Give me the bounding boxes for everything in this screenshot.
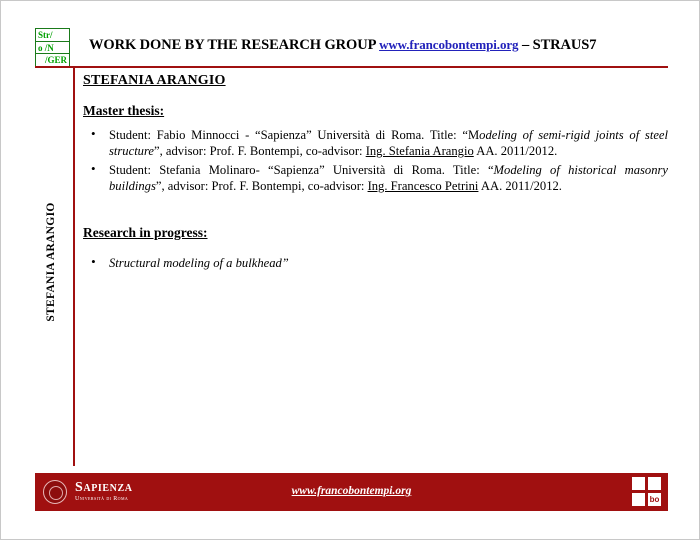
university-subtitle: Università di Roma [75, 496, 129, 502]
thesis-1-coadvisor: Ing. Stefania Arangio [365, 144, 474, 159]
thesis-2-coadvisor: Ing. Francesco Petrini [367, 179, 479, 194]
thesis-2-text-c: AA. 2011/2012. [478, 179, 562, 194]
page-title [89, 37, 689, 54]
list-item [83, 162, 668, 195]
list-item: • Structural modeling of a bulkhead” [83, 255, 668, 271]
footer-bar [35, 473, 668, 511]
research-group-logo [35, 28, 70, 68]
header-website-link[interactable]: www.francobontempi.org [379, 37, 519, 52]
thesis-1-text-a: Student: Fabio Minnocci - “Sapienza” Università di Roma. Title: “M [109, 128, 480, 142]
logo-line-1: Str/ [36, 29, 69, 42]
thesis-1-title: odeling of semi-rigid joints of steel structure [109, 128, 669, 159]
thesis-1-text-c: AA. 2011/2012. [473, 144, 558, 159]
header-divider [35, 66, 668, 68]
vertical-divider [73, 66, 75, 466]
thesis-1-text-b: ”, advisor: Prof. F. Bontempi, co-advisor: [154, 144, 366, 159]
logo-square-2 [648, 477, 661, 490]
logo-square-1 [632, 477, 645, 490]
logo-line-2: o /N [36, 42, 69, 55]
content-title: STEFANIA ARANGIO [83, 73, 226, 88]
list-item [83, 127, 668, 160]
header-title-suffix: – STRAUS7 [521, 37, 597, 53]
side-label: STEFANIA ARANGIO [45, 202, 57, 322]
group-logo-icon [632, 477, 662, 507]
thesis-2-text-a: Student: Stefania Molinaro- “Sapienza” Università di Roma. Title: “ [109, 162, 494, 177]
research-list [83, 255, 668, 271]
university-name: Sapienza [75, 480, 133, 495]
slide-content [83, 73, 668, 273]
thesis-2-text-b: ”, advisor: Prof. F. Bontempi, co-advisor: [155, 179, 368, 194]
header-title-prefix: WORK DONE BY THE RESEARCH GROUP [89, 37, 376, 53]
section-heading-master-thesis: Master thesis: [83, 103, 165, 118]
logo-line-3: /GER [44, 55, 67, 66]
logo-text: bo [649, 495, 660, 504]
footer-website-link[interactable]: www.francobontempi.org [291, 485, 412, 497]
logo-square-3 [632, 493, 645, 506]
thesis-2-title: Modeling of historical masonry buildings [109, 162, 668, 194]
master-thesis-list [83, 127, 668, 195]
section-heading-research: Research in progress: [83, 224, 208, 240]
